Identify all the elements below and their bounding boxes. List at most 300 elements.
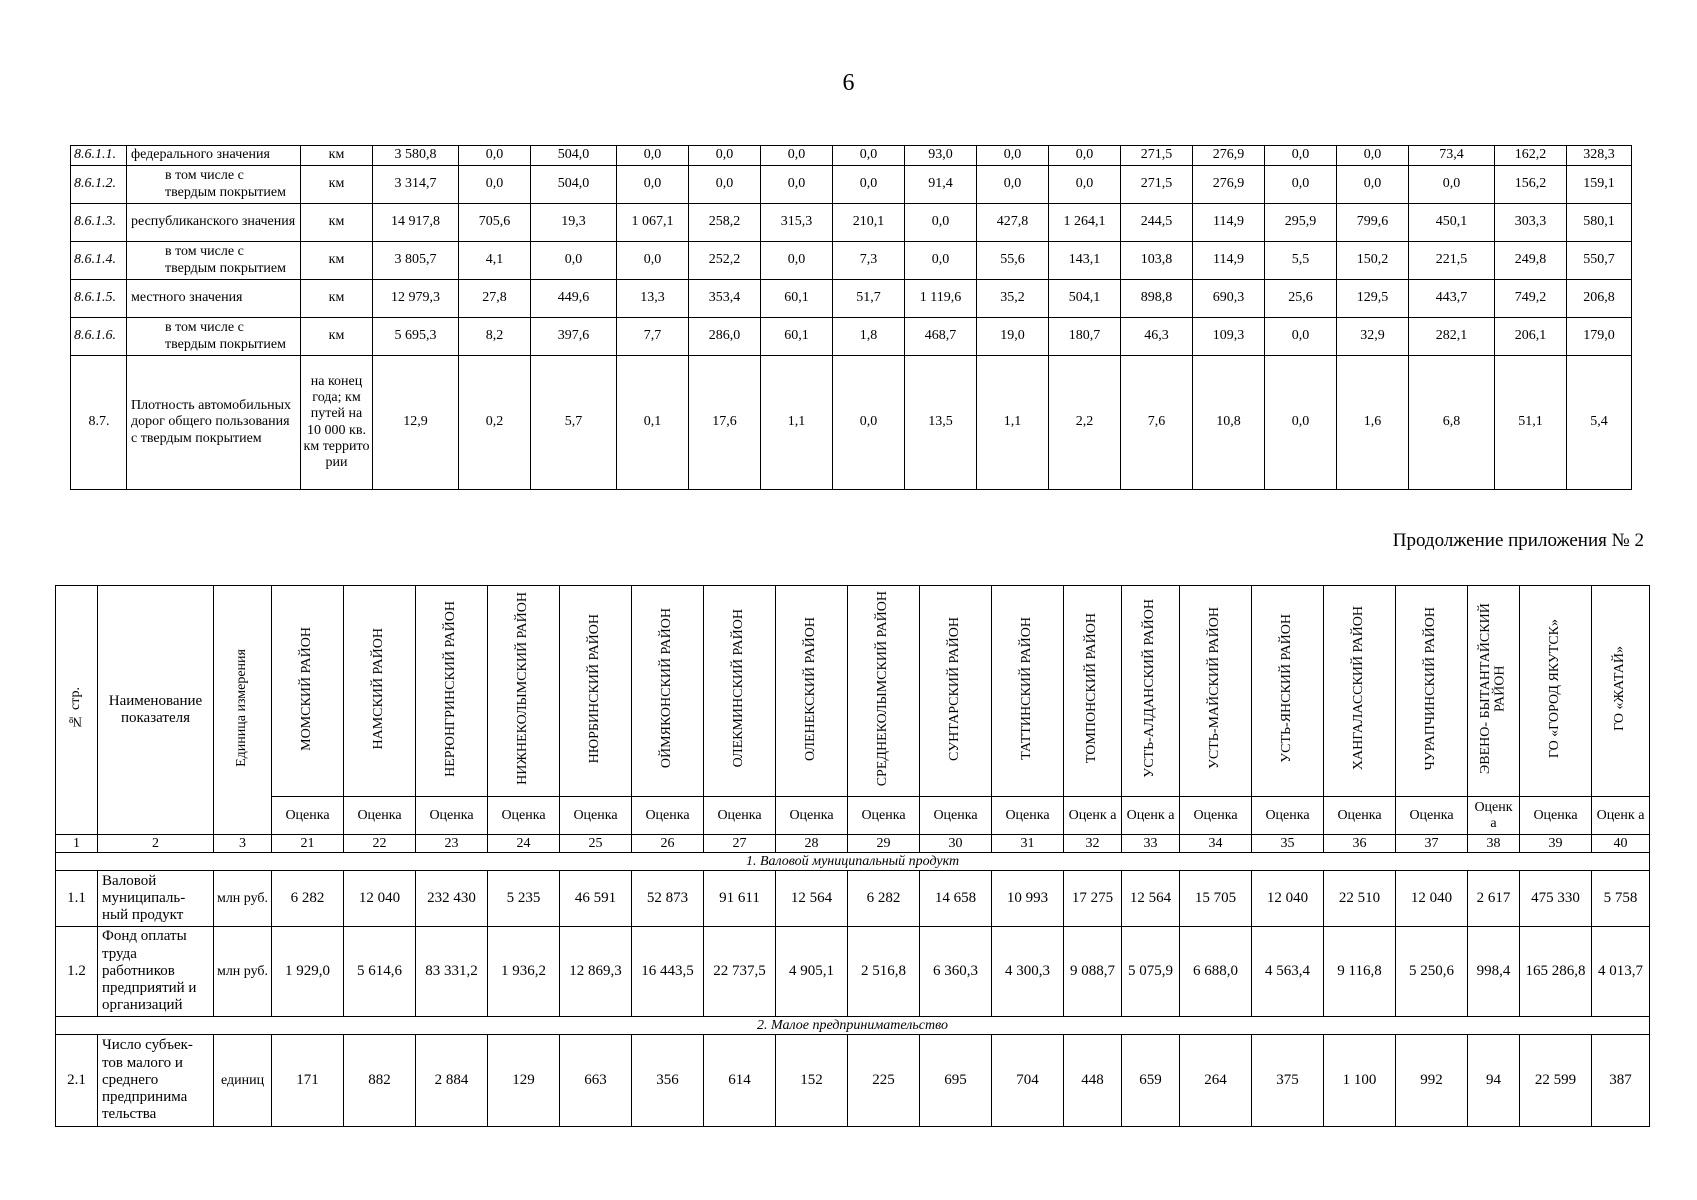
value-cell: 4 300,3 xyxy=(992,927,1064,1017)
district-header xyxy=(1064,586,1122,797)
value-cell: 450,1 xyxy=(1409,204,1495,242)
value-cell: 13,5 xyxy=(905,356,977,490)
value-cell: 152 xyxy=(776,1035,848,1127)
estimate-cell: Оценка xyxy=(488,797,560,835)
column-number: 32 xyxy=(1064,835,1122,853)
value-cell: 249,8 xyxy=(1495,242,1567,280)
district-header xyxy=(992,586,1064,797)
value-cell: 705,6 xyxy=(459,204,531,242)
value-cell: 0,0 xyxy=(977,166,1049,204)
district-header xyxy=(920,586,992,797)
value-cell: 427,8 xyxy=(977,204,1049,242)
value-cell: 94 xyxy=(1468,1035,1520,1127)
value-cell: 0,0 xyxy=(833,166,905,204)
column-number: 29 xyxy=(848,835,920,853)
value-cell: 0,0 xyxy=(617,166,689,204)
value-cell: 0,0 xyxy=(689,146,761,166)
value-cell: 0,0 xyxy=(1265,166,1337,204)
value-cell: 1 100 xyxy=(1324,1035,1396,1127)
district-name: НАМСКИЙ РАЙОН xyxy=(371,627,387,750)
value-cell: 9 088,7 xyxy=(1064,927,1122,1017)
value-cell: 10,8 xyxy=(1193,356,1265,490)
estimate-cell: Оценк а xyxy=(1064,797,1122,835)
district-name: НИЖНЕКОЛЫМСКИЙ РАЙОН xyxy=(515,592,531,785)
value-cell: 91,4 xyxy=(905,166,977,204)
district-header xyxy=(344,586,416,797)
estimate-cell: Оценка xyxy=(992,797,1064,835)
estimate-cell: Оценк а xyxy=(1122,797,1180,835)
value-cell: 1 929,0 xyxy=(272,927,344,1017)
value-cell: 614 xyxy=(704,1035,776,1127)
value-cell: 5,4 xyxy=(1567,356,1632,490)
estimate-cell: Оценка xyxy=(344,797,416,835)
value-cell: 475 330 xyxy=(1520,871,1592,927)
value-cell: 397,6 xyxy=(531,318,617,356)
row-unit: км xyxy=(301,318,373,356)
value-cell: 13,3 xyxy=(617,280,689,318)
column-number: 37 xyxy=(1396,835,1468,853)
value-cell: 704 xyxy=(992,1035,1064,1127)
value-cell: 7,7 xyxy=(617,318,689,356)
value-cell: 51,7 xyxy=(833,280,905,318)
value-cell: 2 516,8 xyxy=(848,927,920,1017)
estimate-cell: Оценка xyxy=(1252,797,1324,835)
estimate-cell: Оценка xyxy=(1324,797,1396,835)
district-header xyxy=(1520,586,1592,797)
district-header xyxy=(704,586,776,797)
value-cell: 129 xyxy=(488,1035,560,1127)
value-cell: 143,1 xyxy=(1049,242,1121,280)
row-unit: км xyxy=(301,204,373,242)
value-cell: 0,0 xyxy=(1049,146,1121,166)
value-cell: 276,9 xyxy=(1193,166,1265,204)
row-unit: км xyxy=(301,280,373,318)
continuation-label: Продолжение приложения № 2 xyxy=(1392,530,1644,551)
value-cell: 73,4 xyxy=(1409,146,1495,166)
column-number: 21 xyxy=(272,835,344,853)
district-header xyxy=(1122,586,1180,797)
row-number: 1.2 xyxy=(56,927,98,1017)
table-row xyxy=(71,146,1632,166)
value-cell: 1 264,1 xyxy=(1049,204,1121,242)
value-cell: 443,7 xyxy=(1409,280,1495,318)
value-cell: 898,8 xyxy=(1121,280,1193,318)
value-cell: 0,0 xyxy=(1265,318,1337,356)
district-header xyxy=(1252,586,1324,797)
value-cell: 992 xyxy=(1396,1035,1468,1127)
row-unit: км xyxy=(301,242,373,280)
table-row xyxy=(71,204,1632,242)
column-number: 23 xyxy=(416,835,488,853)
column-number: 22 xyxy=(344,835,416,853)
district-name: ГО «ГОРОД ЯКУТСК» xyxy=(1547,618,1563,759)
value-cell: 252,2 xyxy=(689,242,761,280)
value-cell: 387 xyxy=(1592,1035,1650,1127)
value-cell: 659 xyxy=(1122,1035,1180,1127)
row-name: Плотность автомобильных дорог общего пользования с твердым покрытием xyxy=(127,356,301,490)
value-cell: 12 040 xyxy=(1252,871,1324,927)
district-header xyxy=(1324,586,1396,797)
district-header xyxy=(272,586,344,797)
estimate-cell: Оценк а xyxy=(1468,797,1520,835)
column-number: 24 xyxy=(488,835,560,853)
value-cell: 19,0 xyxy=(977,318,1049,356)
district-header xyxy=(1468,586,1520,797)
value-cell: 7,6 xyxy=(1121,356,1193,490)
value-cell: 282,1 xyxy=(1409,318,1495,356)
district-name: НЕРЮНГРИНСКИЙ РАЙОН xyxy=(443,600,459,777)
header-indicator-name: Наименование показателя xyxy=(98,586,214,835)
district-header xyxy=(416,586,488,797)
value-cell: 60,1 xyxy=(761,318,833,356)
value-cell: 12 040 xyxy=(344,871,416,927)
value-cell: 22 737,5 xyxy=(704,927,776,1017)
value-cell: 0,0 xyxy=(1337,166,1409,204)
table-row xyxy=(56,927,1650,1017)
value-cell: 0,0 xyxy=(905,204,977,242)
row-name: в том числе с твердым покрытием xyxy=(127,318,301,356)
row-number: 1.1 xyxy=(56,871,98,927)
value-cell: 353,4 xyxy=(689,280,761,318)
value-cell: 0,0 xyxy=(977,146,1049,166)
value-cell: 5 250,6 xyxy=(1396,927,1468,1017)
value-cell: 5,7 xyxy=(531,356,617,490)
row-code: 8.6.1.1. xyxy=(71,146,127,166)
table-row xyxy=(56,1035,1650,1127)
column-number: 31 xyxy=(992,835,1064,853)
value-cell: 3 805,7 xyxy=(373,242,459,280)
row-name: республиканского значения xyxy=(127,204,301,242)
value-cell: 0,0 xyxy=(459,146,531,166)
district-name: УСТЬ-ЯНСКИЙ РАЙОН xyxy=(1279,614,1295,763)
value-cell: 0,0 xyxy=(1265,356,1337,490)
district-name: УСТЬ-АЛДАНСКИЙ РАЙОН xyxy=(1142,599,1158,778)
column-number: 40 xyxy=(1592,835,1650,853)
value-cell: 129,5 xyxy=(1337,280,1409,318)
value-cell: 35,2 xyxy=(977,280,1049,318)
value-cell: 46 591 xyxy=(560,871,632,927)
value-cell: 4 013,7 xyxy=(1592,927,1650,1017)
value-cell: 0,0 xyxy=(459,166,531,204)
row-code: 8.6.1.4. xyxy=(71,242,127,280)
value-cell: 8,2 xyxy=(459,318,531,356)
value-cell: 156,2 xyxy=(1495,166,1567,204)
district-header xyxy=(488,586,560,797)
bottom-data-table xyxy=(55,585,1650,1127)
value-cell: 504,0 xyxy=(531,146,617,166)
top-data-table xyxy=(70,145,1632,490)
value-cell: 0,0 xyxy=(905,242,977,280)
value-cell: 206,1 xyxy=(1495,318,1567,356)
row-code: 8.6.1.3. xyxy=(71,204,127,242)
value-cell: 46,3 xyxy=(1121,318,1193,356)
estimate-cell: Оценка xyxy=(920,797,992,835)
value-cell: 749,2 xyxy=(1495,280,1567,318)
value-cell: 225 xyxy=(848,1035,920,1127)
value-cell: 6 282 xyxy=(272,871,344,927)
row-name: местного значения xyxy=(127,280,301,318)
row-unit: млн руб. xyxy=(214,871,272,927)
row-unit: млн руб. xyxy=(214,927,272,1017)
value-cell: 162,2 xyxy=(1495,146,1567,166)
value-cell: 0,0 xyxy=(1337,146,1409,166)
value-cell: 4 905,1 xyxy=(776,927,848,1017)
column-number: 36 xyxy=(1324,835,1396,853)
district-header xyxy=(776,586,848,797)
value-cell: 210,1 xyxy=(833,204,905,242)
value-cell: 0,0 xyxy=(833,356,905,490)
column-number: 28 xyxy=(776,835,848,853)
value-cell: 276,9 xyxy=(1193,146,1265,166)
value-cell: 109,3 xyxy=(1193,318,1265,356)
value-cell: 0,0 xyxy=(761,166,833,204)
row-unit: км xyxy=(301,166,373,204)
value-cell: 19,3 xyxy=(531,204,617,242)
value-cell: 1 936,2 xyxy=(488,927,560,1017)
value-cell: 375 xyxy=(1252,1035,1324,1127)
district-name: ОЛЕКМИНСКИЙ РАЙОН xyxy=(731,609,747,768)
value-cell: 328,3 xyxy=(1567,146,1632,166)
value-cell: 295,9 xyxy=(1265,204,1337,242)
value-cell: 12 564 xyxy=(776,871,848,927)
row-name: Число субъек-тов малого и среднего предпринима тельства xyxy=(98,1035,214,1127)
estimate-cell: Оценка xyxy=(1180,797,1252,835)
value-cell: 0,0 xyxy=(761,146,833,166)
column-number: 34 xyxy=(1180,835,1252,853)
value-cell: 580,1 xyxy=(1567,204,1632,242)
row-code: 8.6.1.6. xyxy=(71,318,127,356)
district-name: ТОМПОНСКИЙ РАЙОН xyxy=(1084,613,1100,764)
value-cell: 17,6 xyxy=(689,356,761,490)
estimate-cell: Оценка xyxy=(848,797,920,835)
value-cell: 998,4 xyxy=(1468,927,1520,1017)
estimate-cell: Оценка xyxy=(632,797,704,835)
row-name: в том числе с твердым покрытием xyxy=(127,242,301,280)
column-number: 27 xyxy=(704,835,776,853)
value-cell: 271,5 xyxy=(1121,166,1193,204)
value-cell: 5 075,9 xyxy=(1122,927,1180,1017)
table-row xyxy=(71,280,1632,318)
district-header xyxy=(1592,586,1650,797)
value-cell: 12 564 xyxy=(1122,871,1180,927)
value-cell: 12 979,3 xyxy=(373,280,459,318)
column-number: 26 xyxy=(632,835,704,853)
value-cell: 1 119,6 xyxy=(905,280,977,318)
column-number: 33 xyxy=(1122,835,1180,853)
column-number: 38 xyxy=(1468,835,1520,853)
value-cell: 150,2 xyxy=(1337,242,1409,280)
value-cell: 6,8 xyxy=(1409,356,1495,490)
value-cell: 0,0 xyxy=(689,166,761,204)
row-unit: единиц xyxy=(214,1035,272,1127)
value-cell: 12 040 xyxy=(1396,871,1468,927)
estimate-cell: Оценка xyxy=(1396,797,1468,835)
table-row xyxy=(71,356,1632,490)
value-cell: 15 705 xyxy=(1180,871,1252,927)
value-cell: 271,5 xyxy=(1121,146,1193,166)
value-cell: 5 695,3 xyxy=(373,318,459,356)
value-cell: 12 869,3 xyxy=(560,927,632,1017)
value-cell: 52 873 xyxy=(632,871,704,927)
district-header xyxy=(1396,586,1468,797)
column-number: 39 xyxy=(1520,835,1592,853)
section-row xyxy=(56,853,1650,871)
value-cell: 258,2 xyxy=(689,204,761,242)
estimate-cell: Оценка xyxy=(1520,797,1592,835)
district-header xyxy=(560,586,632,797)
district-name: НЮРБИНСКИЙ РАЙОН xyxy=(587,613,603,764)
value-cell: 22 599 xyxy=(1520,1035,1592,1127)
value-cell: 356 xyxy=(632,1035,704,1127)
value-cell: 83 331,2 xyxy=(416,927,488,1017)
value-cell: 1,1 xyxy=(761,356,833,490)
value-cell: 6 282 xyxy=(848,871,920,927)
value-cell: 171 xyxy=(272,1035,344,1127)
district-name: СРЕДНЕКОЛЫМСКИЙ РАЙОН xyxy=(875,590,891,787)
value-cell: 6 688,0 xyxy=(1180,927,1252,1017)
estimate-cell: Оценка xyxy=(272,797,344,835)
row-unit: км xyxy=(301,146,373,166)
value-cell: 3 580,8 xyxy=(373,146,459,166)
value-cell: 244,5 xyxy=(1121,204,1193,242)
value-cell: 0,2 xyxy=(459,356,531,490)
value-cell: 690,3 xyxy=(1193,280,1265,318)
value-cell: 286,0 xyxy=(689,318,761,356)
value-cell: 103,8 xyxy=(1121,242,1193,280)
value-cell: 3 314,7 xyxy=(373,166,459,204)
value-cell: 9 116,8 xyxy=(1324,927,1396,1017)
estimate-cell: Оценка xyxy=(560,797,632,835)
section-title: 1. Валовой муниципальный продукт xyxy=(56,853,1650,871)
estimate-cell: Оценка xyxy=(776,797,848,835)
value-cell: 448 xyxy=(1064,1035,1122,1127)
row-name: Валовой муниципаль-ный продукт xyxy=(98,871,214,927)
row-name: в том числе с твердым покрытием xyxy=(127,166,301,204)
value-cell: 114,9 xyxy=(1193,204,1265,242)
value-cell: 315,3 xyxy=(761,204,833,242)
value-cell: 882 xyxy=(344,1035,416,1127)
header-unit xyxy=(214,586,272,835)
value-cell: 17 275 xyxy=(1064,871,1122,927)
district-name: ГО «ЖАТАЙ» xyxy=(1612,646,1628,731)
value-cell: 14 658 xyxy=(920,871,992,927)
value-cell: 0,0 xyxy=(531,242,617,280)
column-number: 1 xyxy=(56,835,98,853)
value-cell: 159,1 xyxy=(1567,166,1632,204)
value-cell: 55,6 xyxy=(977,242,1049,280)
column-number: 35 xyxy=(1252,835,1324,853)
value-cell: 4,1 xyxy=(459,242,531,280)
value-cell: 165 286,8 xyxy=(1520,927,1592,1017)
column-number-row xyxy=(56,835,1650,853)
value-cell: 0,0 xyxy=(617,146,689,166)
value-cell: 1,8 xyxy=(833,318,905,356)
district-name: ТАТТИНСКИЙ РАЙОН xyxy=(1019,617,1035,760)
row-unit: на конец года; км путей на 10 000 кв. км террито рии xyxy=(301,356,373,490)
column-number: 2 xyxy=(98,835,214,853)
row-number: 2.1 xyxy=(56,1035,98,1127)
value-cell: 1,6 xyxy=(1337,356,1409,490)
district-name: МОМСКИЙ РАЙОН xyxy=(299,626,315,751)
estimate-row xyxy=(56,797,1650,835)
value-cell: 2 884 xyxy=(416,1035,488,1127)
row-code: 8.6.1.5. xyxy=(71,280,127,318)
district-header xyxy=(848,586,920,797)
header-row-number xyxy=(56,586,98,835)
section-row xyxy=(56,1017,1650,1035)
value-cell: 7,3 xyxy=(833,242,905,280)
value-cell: 5 614,6 xyxy=(344,927,416,1017)
value-cell: 27,8 xyxy=(459,280,531,318)
header-row-number-label: № стр. xyxy=(68,686,84,729)
value-cell: 1,1 xyxy=(977,356,1049,490)
value-cell: 232 430 xyxy=(416,871,488,927)
table-row xyxy=(71,166,1632,204)
value-cell: 799,6 xyxy=(1337,204,1409,242)
estimate-cell: Оценк а xyxy=(1592,797,1650,835)
value-cell: 2 617 xyxy=(1468,871,1520,927)
value-cell: 25,6 xyxy=(1265,280,1337,318)
value-cell: 206,8 xyxy=(1567,280,1632,318)
row-code: 8.7. xyxy=(71,356,127,490)
value-cell: 16 443,5 xyxy=(632,927,704,1017)
value-cell: 550,7 xyxy=(1567,242,1632,280)
value-cell: 60,1 xyxy=(761,280,833,318)
value-cell: 93,0 xyxy=(905,146,977,166)
value-cell: 0,0 xyxy=(833,146,905,166)
value-cell: 6 360,3 xyxy=(920,927,992,1017)
value-cell: 180,7 xyxy=(1049,318,1121,356)
value-cell: 22 510 xyxy=(1324,871,1396,927)
value-cell: 1 067,1 xyxy=(617,204,689,242)
district-name: УСТЬ-МАЙСКИЙ РАЙОН xyxy=(1207,607,1223,770)
value-cell: 221,5 xyxy=(1409,242,1495,280)
value-cell: 0,1 xyxy=(617,356,689,490)
value-cell: 5 235 xyxy=(488,871,560,927)
value-cell: 504,1 xyxy=(1049,280,1121,318)
value-cell: 264 xyxy=(1180,1035,1252,1127)
value-cell: 695 xyxy=(920,1035,992,1127)
value-cell: 468,7 xyxy=(905,318,977,356)
row-name: Фонд оплаты труда работников предприятий и организаций xyxy=(98,927,214,1017)
value-cell: 51,1 xyxy=(1495,356,1567,490)
value-cell: 5,5 xyxy=(1265,242,1337,280)
table-row xyxy=(71,242,1632,280)
value-cell: 14 917,8 xyxy=(373,204,459,242)
value-cell: 0,0 xyxy=(1049,166,1121,204)
district-header xyxy=(1180,586,1252,797)
value-cell: 114,9 xyxy=(1193,242,1265,280)
value-cell: 0,0 xyxy=(1265,146,1337,166)
value-cell: 12,9 xyxy=(373,356,459,490)
value-cell: 303,3 xyxy=(1495,204,1567,242)
estimate-cell: Оценка xyxy=(416,797,488,835)
estimate-cell: Оценка xyxy=(704,797,776,835)
value-cell: 10 993 xyxy=(992,871,1064,927)
column-number: 25 xyxy=(560,835,632,853)
district-header xyxy=(632,586,704,797)
table-row xyxy=(71,318,1632,356)
district-name: СУНТАРСКИЙ РАЙОН xyxy=(947,616,963,761)
value-cell: 2,2 xyxy=(1049,356,1121,490)
district-name: ОЛЕНЕКСКИЙ РАЙОН xyxy=(803,616,819,761)
header-unit-label: Единица измерения xyxy=(234,648,250,767)
table-row xyxy=(56,871,1650,927)
value-cell: 0,0 xyxy=(761,242,833,280)
value-cell: 32,9 xyxy=(1337,318,1409,356)
value-cell: 179,0 xyxy=(1567,318,1632,356)
district-name: ЧУРАПЧИНСКИЙ РАЙОН xyxy=(1423,606,1439,771)
